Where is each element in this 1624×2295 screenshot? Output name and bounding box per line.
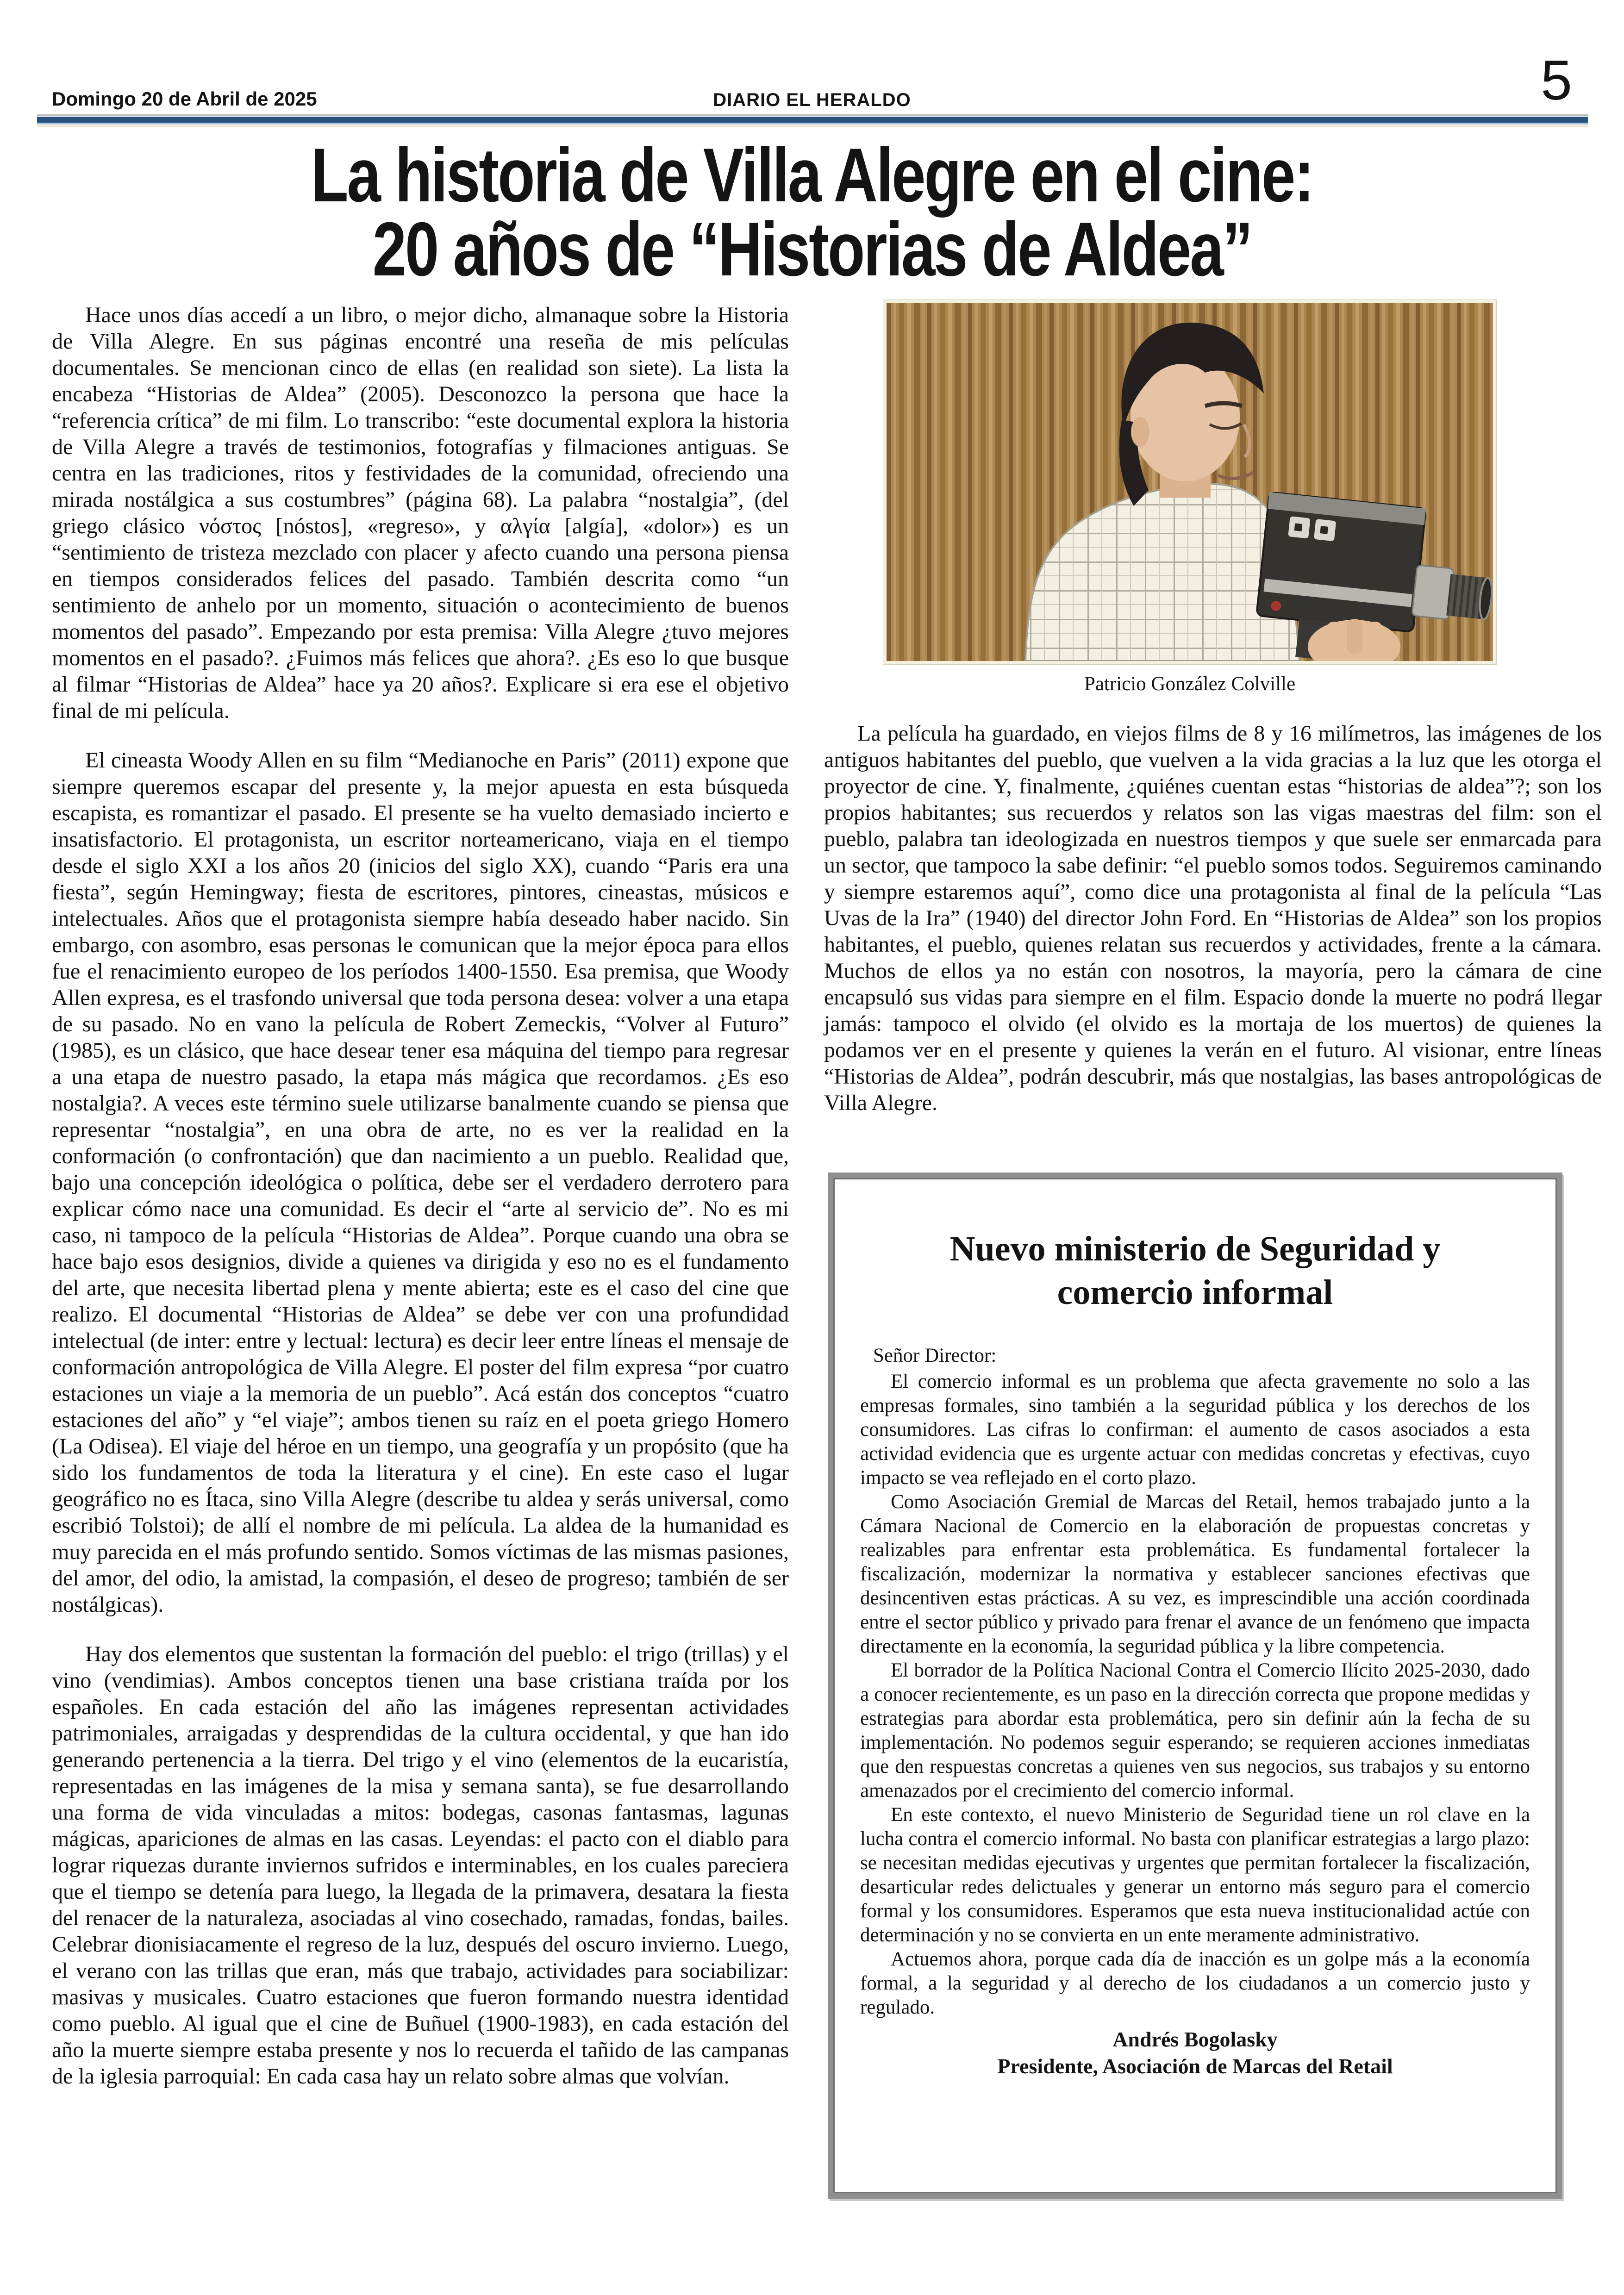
letter-title-line-2: comercio informal [1057,1273,1333,1312]
article-paragraph: Hace unos días accedí a un libro, o mejor dicho, almanaque sobre la Historia de Villa Alegre. En sus páginas encontré una reseña de mis películas documentales. Se mencionan cinco de ellas (en realidad son siete). La lista la encabeza “Historias de Aldea” (2005). Desconozco la persona que hace la “referencia crítica” de mi film. Lo transcribo: “este documental explora la historia de Villa Alegre a través de testimonios, fotografías y filmaciones antiguas. Se centra en las tradiciones, ritos y festividades de la comunidad, ofreciendo una mirada nostálgica a sus costumbres” (página 68). La palabra “nostalgia”, (del griego clásico νόστος [nóstos], «regreso», y αλγία [algía], «dolor») es un “sentimiento de tristeza mezclado con placer y afecto cuando una persona piensa en tiempos considerados felices del pasado. También descrita como “un sentimiento de anhelo por un momento, situación o acontecimiento de buenos momentos del pasado”. Empezando por esta premisa: Villa Alegre ¿tuvo mejores momentos en el pasado?. ¿Fuimos más felices que ahora?. ¿Es eso lo que busque al filmar “Historias de Aldea” hace ya 20 años?. Explicare si era ese el objetivo final de mi película. [52,303,789,723]
header-rule-thin [37,114,1588,116]
article-paragraph: El cineasta Woody Allen en su film “Medianoche en Paris” (2011) expone que siempre queremos escapar del presente y, la mejor apuesta en esta búsqueda escapista, es romantizar el pasado. El presente se ha vuelto demasiado incierto e insatisfactorio. El protagonista, un escritor norteamericano, viaja en el tiempo desde el siglo XXI a los años 20 (inicios del siglo XX), cuando “Paris era una fiesta”, según Hemingway; fiesta de escritores, pintores, cineastas, músicos e intelectuales. Años que el protagonista siempre había deseado haber nacido. Sin embargo, con asombro, esas personas le comunican que la mejor época para ellos fue el renacimiento europeo de los períodos 1400-1550. Esa premisa, que Woody Allen expresa, es el trasfondo universal que toda persona desea: volver a una etapa de su pasado. No en vano la película de Robert Zemeckis, “Volver al Futuro” (1985), es un clásico, que hace desear tener esa máquina del tiempo para regresar a una etapa de nuestro pasado, la etapa más mágica que recordamos. ¿Es eso nostalgia?. A veces este término suele utilizarse banalmente cuando se piensa que representar “nostalgia”, en una obra de arte, no es ver la realidad en la conformación (o confrontación) que dan nacimiento a un pueblo. Realidad que, bajo una concepción ideológica o política, debe ser el verdadero derrotero para explicar cómo nace una comunidad. Es decir el “arte al servicio de”. No es mi caso, ni tampoco de la película “Historias de Aldea”. Porque cuando una obra se hace bajo esos designios, divide a quienes va dirigida y eso no es el fundamento del arte, que necesita libertad plena y mente abierta; este es el caso del cine que realizo. El documental “Historias de Aldea” se debe ver con una profundidad intelectual (de inter: entre y lectual: lectura) es decir leer entre líneas el mensaje de conformación antropológica de Villa Alegre. El poster del film expresa “por cuatro estaciones un viaje a la memoria de un pueblo”. Acá están dos conceptos “cuatro estaciones del año” y “el viaje”; ambos tienen su raíz en el poeta griego Homero (La Odisea). El viaje del héroe en un tiempo, una geografía y un propósito (que ha sido los fundamentos de toda la literatura y el cine). En este caso el lugar geográfico no es Ítaca, sino Villa Alegre (describe tu aldea y serás universal, como escribió Tolstoi); de allí el nombre de mi película. La aldea de la humanidad es muy parecida en el más profundo sentido. Somos víctimas de las mismas pasiones, del amor, del odio, la amistad, la compasión, el deseo de progreso; también de ser nostálgicas). [52,748,789,1617]
header-rule-cream [37,125,1588,127]
signature-title: Presidente, Asociación de Marcas del Retail [997,2054,1393,2078]
header-rule-navy [37,117,1588,123]
signature-name: Andrés Bogolasky [1112,2027,1278,2051]
photo-caption: Patricio González Colville [1084,673,1296,695]
article-headline [162,132,1462,292]
page-number: 5 [1541,49,1572,112]
photo-illustration [887,303,1493,661]
article-paragraph: Hay dos elementos que sustentan la formación del pueblo: el trigo (trillas) y el vino (vendimias). Ambos conceptos tienen una base cristiana traída por los españoles. En cada estación del año las imágenes representan actividades patrimoniales, arraigadas y desprendidas de la cultura occidental, y que han ido generando pertenencia a la tierra. Del trigo y el vino (elementos de la eucaristía, representadas en las imágenes de la misa y semana santa), se fue desarrollando una forma de vida vinculadas a mitos: bodegas, casonas fantasmas, lagunas mágicas, apariciones de almas en las casas. Leyendas: el pacto con el diablo para lograr riquezas durante inviernos sufridos e interminables, en los cuales pareciera que el tiempo se detenía para luego, la llegada de la primavera, desatara la fiesta del renacer de la naturaleza, asociadas al vino cosechado, ramadas, fondas, bailes. Celebrar dionisiacamente el regreso de la luz, después del oscuro invierno. Luego, el verano con las trillas que eran, más que trabajo, actividades para sociabilizar: masivas y musicales. Cuatro estaciones que fueron formando nuestra identidad como pueblo. Al igual que el cine de Buñuel (1900-1983), en cada estación del año la muerte siempre estaba presente y nos lo recuerda el tañido de las campanas de la iglesia parroquial: En cada casa hay un relato sobre almas que volvían. [52,1642,789,2089]
ear [1131,417,1149,447]
letter-paragraph: Como Asociación Gremial de Marcas del Retail, hemos trabajado junto a la Cámara Nacional de Comercio en la elaboración de propuestas concretas y realizables para enfrentar esta problemática. Es fundamental fortalecer la fiscalización, modernizar la normativa y establecer sanciones efectivas que desincentiven estas prácticas. A su vez, es imprescindible una acción coordinada entre el sector público y privado para frenar el avance de un fenómeno que impacta directamente en la economía, la seguridad pública y la libre competencia. [860,1491,1530,1657]
letter-paragraph: En este contexto, el nuevo Ministerio de Seguridad tiene un rol clave en la lucha contra el comercio informal. No basta con planificar estrategias a largo plazo: se necesitan medidas ejecutivas y urgentes que permitan fortalecer la fiscalización, desarticular redes delictuales y generar un entorno más seguro para el comercio formal y los consumidores. Esperamos que esta nueva institucionalidad actúe con determinación y no se convierta en un ente meramente administrativo. [860,1804,1530,1946]
newspaper-masthead: DIARIO EL HERALDO [713,90,911,110]
letter-signature [860,2026,1530,2080]
article-right-column [824,300,1602,1139]
letter-title [860,1227,1530,1314]
letter-paragraph: El comercio informal es un problema que afecta gravemente no solo a las empresas formales, sino también a la seguridad pública y los derechos de los consumidores. Las cifras lo confirman: el aumento de casos asociados a esta actividad evidencia que es urgente actuar con medidas concretas y efectivas, cuyo impacto se vea reflejado en el corto plazo. [860,1371,1530,1489]
letter-paragraph: Actuemos ahora, porque cada día de inacción es un golpe más a la economía formal, a la seguridad y al derecho de los ciudadanos a un comercio justo y regulado. [860,1948,1530,2018]
headline-line-1: La historia de Villa Alegre en el cine: [311,132,1313,218]
article-left-column [52,302,789,2113]
article-paragraph: La película ha guardado, en viejos films de 8 y 16 milímetros, las imágenes de los antiguos habitantes del pueblo, que vuelven a la vida gracias a la luz que les otorga el proyector de cine. Y, finalmente, ¿quiénes cuentan estas “historias de aldea”?; son los propios habitantes; sus recuerdos y relatos son las vigas maestras del film: son el pueblo, palabra tan ideologizada en nuestros tiempos y que suele ser enmarcada para un sector, que tampoco la sabe definir: “el pueblo somos todos. Seguiremos caminando y siempre estaremos aquí”, como dice una protagonista al final de la película “Las Uvas de la Ira” (1940) del director John Ford. En “Historias de Aldea” son los propios habitantes, el pueblo, quienes relatan sus recuerdos y actividades, frente a la cámara. Muchos de ellos ya no están con nosotros, la mayoría, pero la cámara de cine encapsuló sus vidas para siempre en el film. Espacio donde la muerte no podrá llegar jamás: tampoco el olvido (el olvido es la mortaja de los muertos) de quienes la podamos ver en el presente y quienes la verán en el futuro. Al visionar, entre líneas “Historias de Aldea”, podrán descubrir, más que nostalgias, las bases antropológicas de Villa Alegre. [824,721,1602,1115]
letter-box [828,1172,1562,2199]
header-rule-lightblue [37,123,1588,125]
letter-title-line-1: Nuevo ministerio de Seguridad y [949,1229,1441,1268]
letter-body [860,1370,1530,2020]
headline-line-2: 20 años de “Historias de Aldea” [372,206,1252,292]
letter-salutation: Señor Director: [873,1345,997,1366]
letter-paragraph: El borrador de la Política Nacional Contra el Comercio Ilícito 2025-2030, dado a conocer recientemente, es un paso en la dirección correcta que propone medidas y estrategias para abordar esta problemática, pero sin definir aún la fecha de su implementación. No podemos seguir esperando; se requieren acciones inmediatas que den respuestas concretas a quienes ven sus negocios, sus trabajos y su entorno amenazados por el crecimiento del comercio informal. [860,1659,1530,1802]
photo [883,300,1496,664]
header-date: Domingo 20 de Abril de 2025 [52,88,317,110]
